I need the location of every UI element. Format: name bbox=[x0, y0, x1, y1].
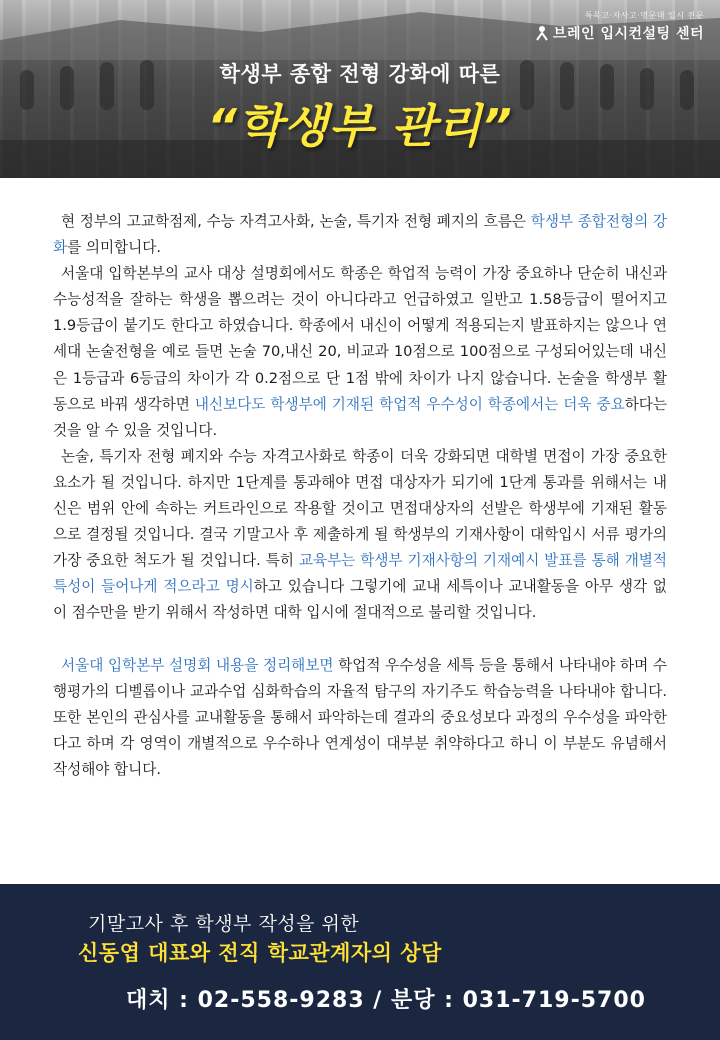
paragraph-2 bbox=[53, 261, 667, 444]
p4-highlight: 서울대 입학본부 설명회 내용을 정리해보면 bbox=[61, 656, 334, 674]
p1-highlight: 학생부 종합전형의 강화 bbox=[53, 213, 667, 257]
header-title: “학생부 관리” bbox=[207, 99, 513, 153]
header-subtitle: 학생부 종합 전형 강화에 따른 bbox=[219, 62, 501, 86]
p1-text-2: 를 의미합니다. bbox=[67, 239, 161, 257]
brand-name: 브레인 입시컨설팅 센터 bbox=[553, 26, 704, 42]
footer-line-1: 기말고사 후 학생부 작성을 위한 bbox=[88, 913, 360, 935]
article-body bbox=[53, 209, 667, 783]
p3-text-2: 하고 있습니다 그렇기에 교내 세특이나 교내활동을 아무 생각 없이 점수만을 받기 위해서 작성하면 대학 입시에 절대적으로 불리할 것입니다. bbox=[53, 578, 667, 622]
p2-text-1: 서울대 입학본부의 교사 대상 설명회에서도 학종은 학업적 능력이 가장 중요하나 단순히 내신과 수능성적을 잘하는 학생을 뽑으려는 것이 아니다라고 언급하였고 일반고 1.58등급이 떨어지고 1.9등급이 붙기도 한다고 하였습니다. 학종에서 내신이 어떻게 적용되는지 발표하지는 않으나 연세대 논술전형을 예로 들면 논술 70,내신 20, 비교과 10점으로 100점으로 구성되어있는데 내신은 1등급과 6등급의 차이가 각 0.2점으로 단 1점 밖에 차이가 나지 않습니다. 논술을 학생부 활동으로 바꿔 생각하면 bbox=[53, 265, 667, 413]
p3-text-1: 논술, 특기자 전형 폐지와 수능 자격고사화로 학종이 더욱 강화되면 대학별 면접이 가장 중요한 요소가 될 것입니다. 하지만 1단계를 통과해야 면접 대상자가 되기에 1단계 통과를 위해서는 내신은 범위 안에 속하는 커트라인으로 작용할 것이고 면접대상자의 선발은 학생부에 기재된 활동으로 결정될 것입니다. 결국 기말고사 후 제출하게 될 학생부의 기재사항이 대학입시 서류 평가의 가장 중요한 척도가 될 것입니다. 특히 bbox=[53, 447, 667, 570]
paragraph-3 bbox=[53, 444, 667, 627]
brain-logo-icon bbox=[535, 25, 549, 41]
paragraph-4 bbox=[53, 653, 667, 783]
p2-text-2: 하다는 것을 알 수 있을 것입니다. bbox=[53, 395, 667, 439]
paragraph-1 bbox=[53, 209, 667, 261]
footer-phone-numbers: 대치 : 02-558-9283 / 분당 : 031-719-5700 bbox=[126, 988, 646, 1013]
p2-highlight: 내신보다도 학생부에 기재된 학업적 우수성이 학종에서는 더욱 중요 bbox=[194, 395, 625, 413]
brand-row bbox=[535, 23, 704, 43]
p3-highlight: 교육부는 학생부 기재사항의 기재예시 발표를 통해 개별적 특성이 들어나게 적으라고 명시 bbox=[53, 552, 667, 596]
brand-tagline: 특목고·자사고·명문대 입시 전문 bbox=[584, 11, 704, 20]
p1-text-1: 현 정부의 고교학점제, 수능 자격고사화, 논술, 특기자 전형 폐지의 흐름은 bbox=[61, 213, 531, 230]
footer-line-2: 신동엽 대표와 전직 학교관계자의 상담 bbox=[78, 941, 442, 965]
footer-banner bbox=[0, 884, 720, 1040]
header-banner bbox=[0, 0, 720, 178]
brand-block bbox=[535, 10, 704, 43]
p4-text-1: 학업적 우수성을 세특 등을 통해서 나타내야 하며 수행평가의 디벨롭이나 교과수업 심화학습의 자율적 탐구의 자기주도 학습능력을 나타내야 합니다. 또한 본인의 관심사를 교내활동을 통해서 파악하는데 결과의 중요성보다 과정의 우수성을 파악한다고 하며 각 영역이 개별적으로 우수하나 연계성이 대부분 취약하다고 하니 이 부분도 유념해서 작성해야 합니다. bbox=[53, 656, 667, 778]
